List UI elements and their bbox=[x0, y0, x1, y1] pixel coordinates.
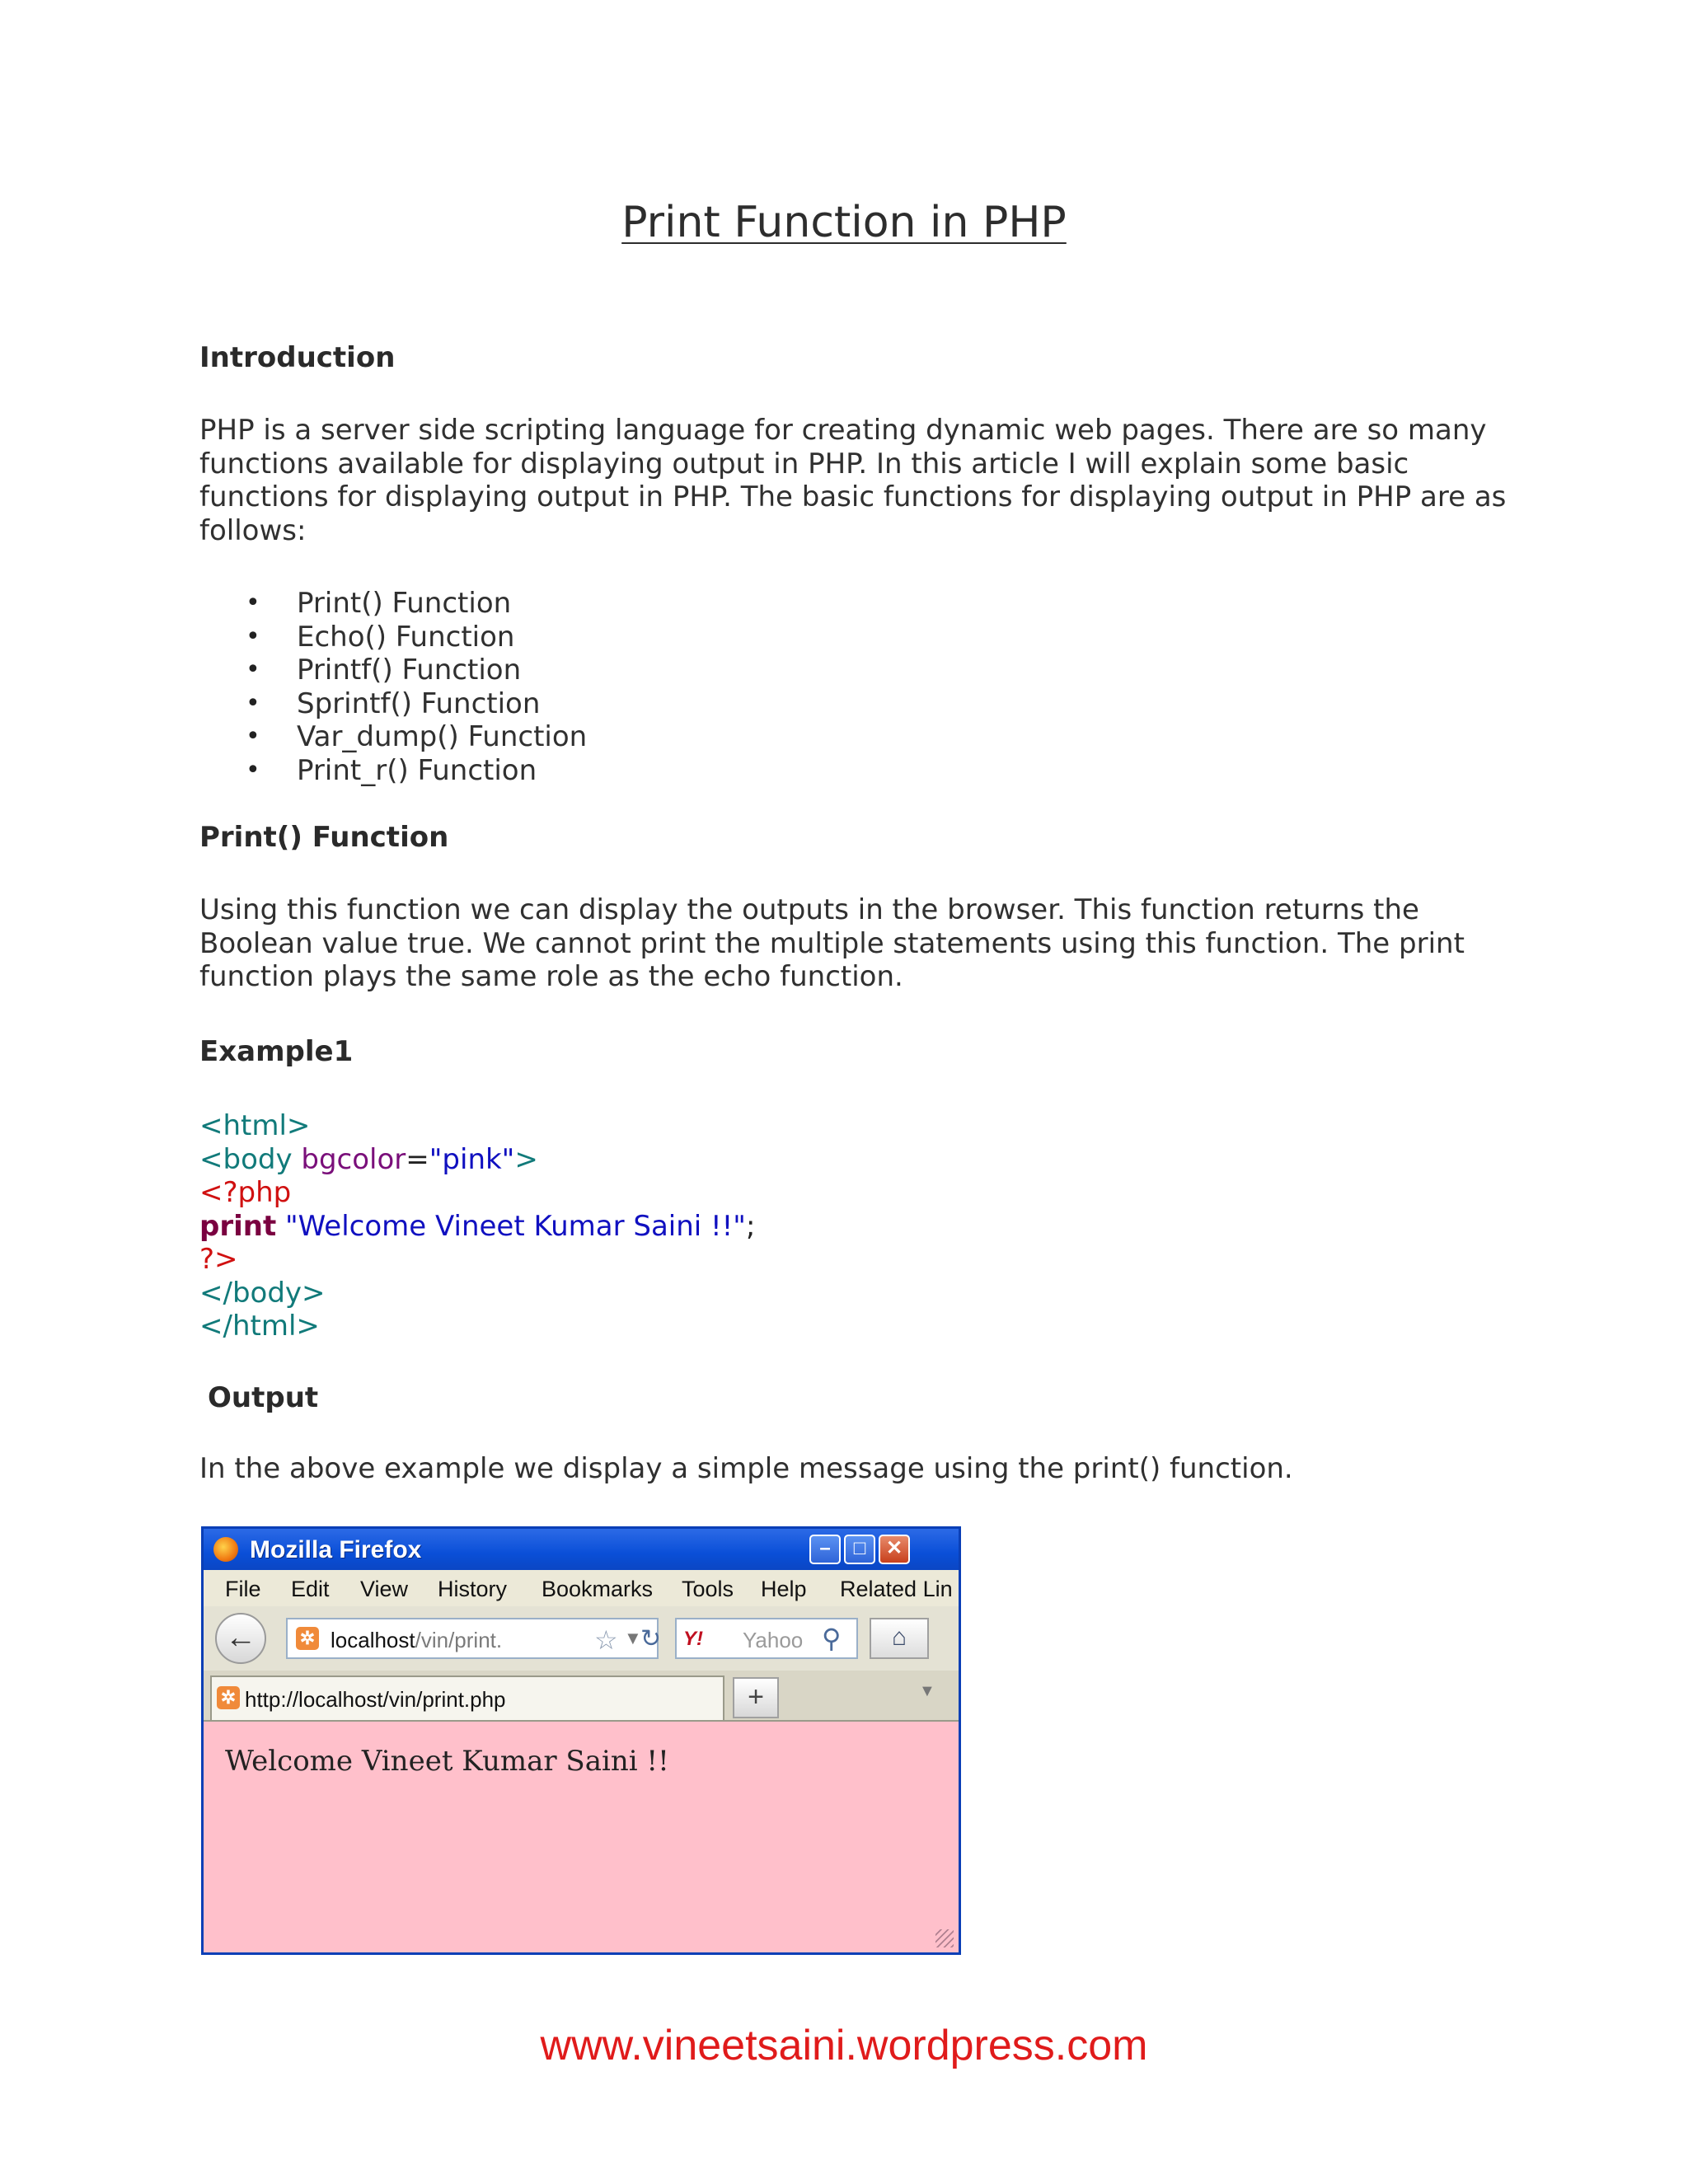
list-item: • Echo() Function bbox=[199, 621, 587, 654]
menu-bookmarks[interactable]: Bookmarks bbox=[542, 1577, 654, 1601]
output-heading: Output bbox=[208, 1381, 319, 1414]
code-attribute: bgcolor bbox=[301, 1142, 406, 1176]
address-bar[interactable] bbox=[286, 1618, 662, 1659]
menu-file[interactable]: File bbox=[225, 1577, 261, 1601]
code-equals: = bbox=[406, 1142, 429, 1176]
code-line: </html> bbox=[199, 1310, 320, 1343]
list-item: • Print() Function bbox=[199, 587, 587, 621]
browser-titlebar bbox=[204, 1529, 959, 1570]
minimize-icon[interactable]: – bbox=[809, 1535, 841, 1564]
search-box[interactable] bbox=[675, 1618, 858, 1659]
new-tab-icon[interactable]: + bbox=[733, 1677, 779, 1718]
code-line: </body> bbox=[199, 1276, 326, 1310]
search-placeholder: Yahoo bbox=[743, 1628, 804, 1652]
menu-tools[interactable]: Tools bbox=[682, 1577, 734, 1601]
page-output-text: Welcome Vineet Kumar Saini !! bbox=[225, 1745, 669, 1778]
code-line: <html> bbox=[199, 1109, 311, 1142]
home-icon[interactable]: ⌂ bbox=[870, 1618, 929, 1659]
address-text bbox=[331, 1628, 502, 1653]
tab-favicon-icon: ✲ bbox=[217, 1686, 240, 1709]
introduction-paragraph: PHP is a server side scripting language for creating dynamic web pages. There are so many functions available for displaying output in PHP. In this article I will explain some basic functions for displaying output in PHP. The basic functions for displaying output in PHP are as follows: bbox=[199, 414, 1507, 547]
print-function-paragraph: Using this function we can display the outputs in the browser. This function returns the Boolean value true. We cannot print the multiple statements using this function. The print function plays the same role as the echo function. bbox=[199, 893, 1465, 993]
document-title: Print Function in PHP bbox=[621, 198, 1067, 247]
yahoo-logo-icon: Y! bbox=[683, 1628, 703, 1650]
site-favicon-icon: ✲ bbox=[296, 1627, 319, 1650]
address-host: localhost bbox=[331, 1628, 415, 1652]
code-tag-close: > bbox=[514, 1142, 538, 1176]
menu-history[interactable]: History bbox=[438, 1577, 508, 1601]
tab-title: http://localhost/vin/print.php bbox=[245, 1687, 506, 1712]
list-item: • Print_r() Function bbox=[199, 754, 587, 788]
maximize-icon[interactable]: □ bbox=[844, 1535, 875, 1564]
example-heading: Example1 bbox=[199, 1035, 354, 1068]
tab-list-arrow-icon[interactable]: ▼ bbox=[919, 1682, 935, 1700]
firefox-logo-icon bbox=[213, 1537, 238, 1562]
menu-view[interactable]: View bbox=[360, 1577, 409, 1601]
browser-page-content bbox=[204, 1722, 959, 1952]
address-path: /vin/print. bbox=[415, 1628, 503, 1652]
menu-help[interactable]: Help bbox=[761, 1577, 807, 1601]
close-icon[interactable]: ✕ bbox=[879, 1535, 910, 1564]
print-function-heading: Print() Function bbox=[199, 821, 449, 854]
code-string: "Welcome Vineet Kumar Saini !!" bbox=[285, 1209, 746, 1243]
code-tag: <body bbox=[199, 1142, 293, 1176]
list-item: • Sprintf() Function bbox=[199, 687, 587, 721]
code-php-close: ?> bbox=[199, 1243, 238, 1276]
introduction-heading: Introduction bbox=[199, 341, 396, 374]
browser-tab[interactable] bbox=[210, 1675, 724, 1720]
code-php-open: <?php bbox=[199, 1176, 292, 1209]
browser-menubar bbox=[204, 1570, 959, 1606]
code-semicolon: ; bbox=[745, 1209, 756, 1243]
browser-window-title: Mozilla Firefox bbox=[250, 1536, 422, 1563]
browser-screenshot bbox=[201, 1526, 961, 1955]
dropdown-arrow-icon[interactable]: ▼ bbox=[624, 1628, 642, 1648]
code-keyword: print bbox=[199, 1209, 277, 1243]
code-example bbox=[199, 1109, 755, 1343]
browser-navbar bbox=[204, 1606, 959, 1671]
list-item: • Var_dump() Function bbox=[199, 720, 587, 754]
reload-icon[interactable]: ↻ bbox=[640, 1625, 662, 1652]
browser-tabbar bbox=[204, 1671, 959, 1722]
resize-grip-icon[interactable] bbox=[935, 1929, 954, 1947]
bookmark-star-icon[interactable]: ☆ bbox=[594, 1625, 618, 1655]
back-arrow-icon[interactable]: ← bbox=[215, 1613, 266, 1664]
code-attribute-value: "pink" bbox=[429, 1142, 515, 1176]
search-icon[interactable]: ⚲ bbox=[822, 1624, 842, 1653]
functions-list bbox=[199, 587, 587, 787]
output-paragraph: In the above example we display a simple message using the print() function. bbox=[199, 1452, 1293, 1485]
list-item: • Printf() Function bbox=[199, 654, 587, 687]
menu-related-links[interactable]: Related Lin bbox=[840, 1577, 953, 1601]
footer-website-url[interactable]: www.vineetsaini.wordpress.com bbox=[540, 2022, 1148, 2069]
menu-edit[interactable]: Edit bbox=[291, 1577, 330, 1601]
